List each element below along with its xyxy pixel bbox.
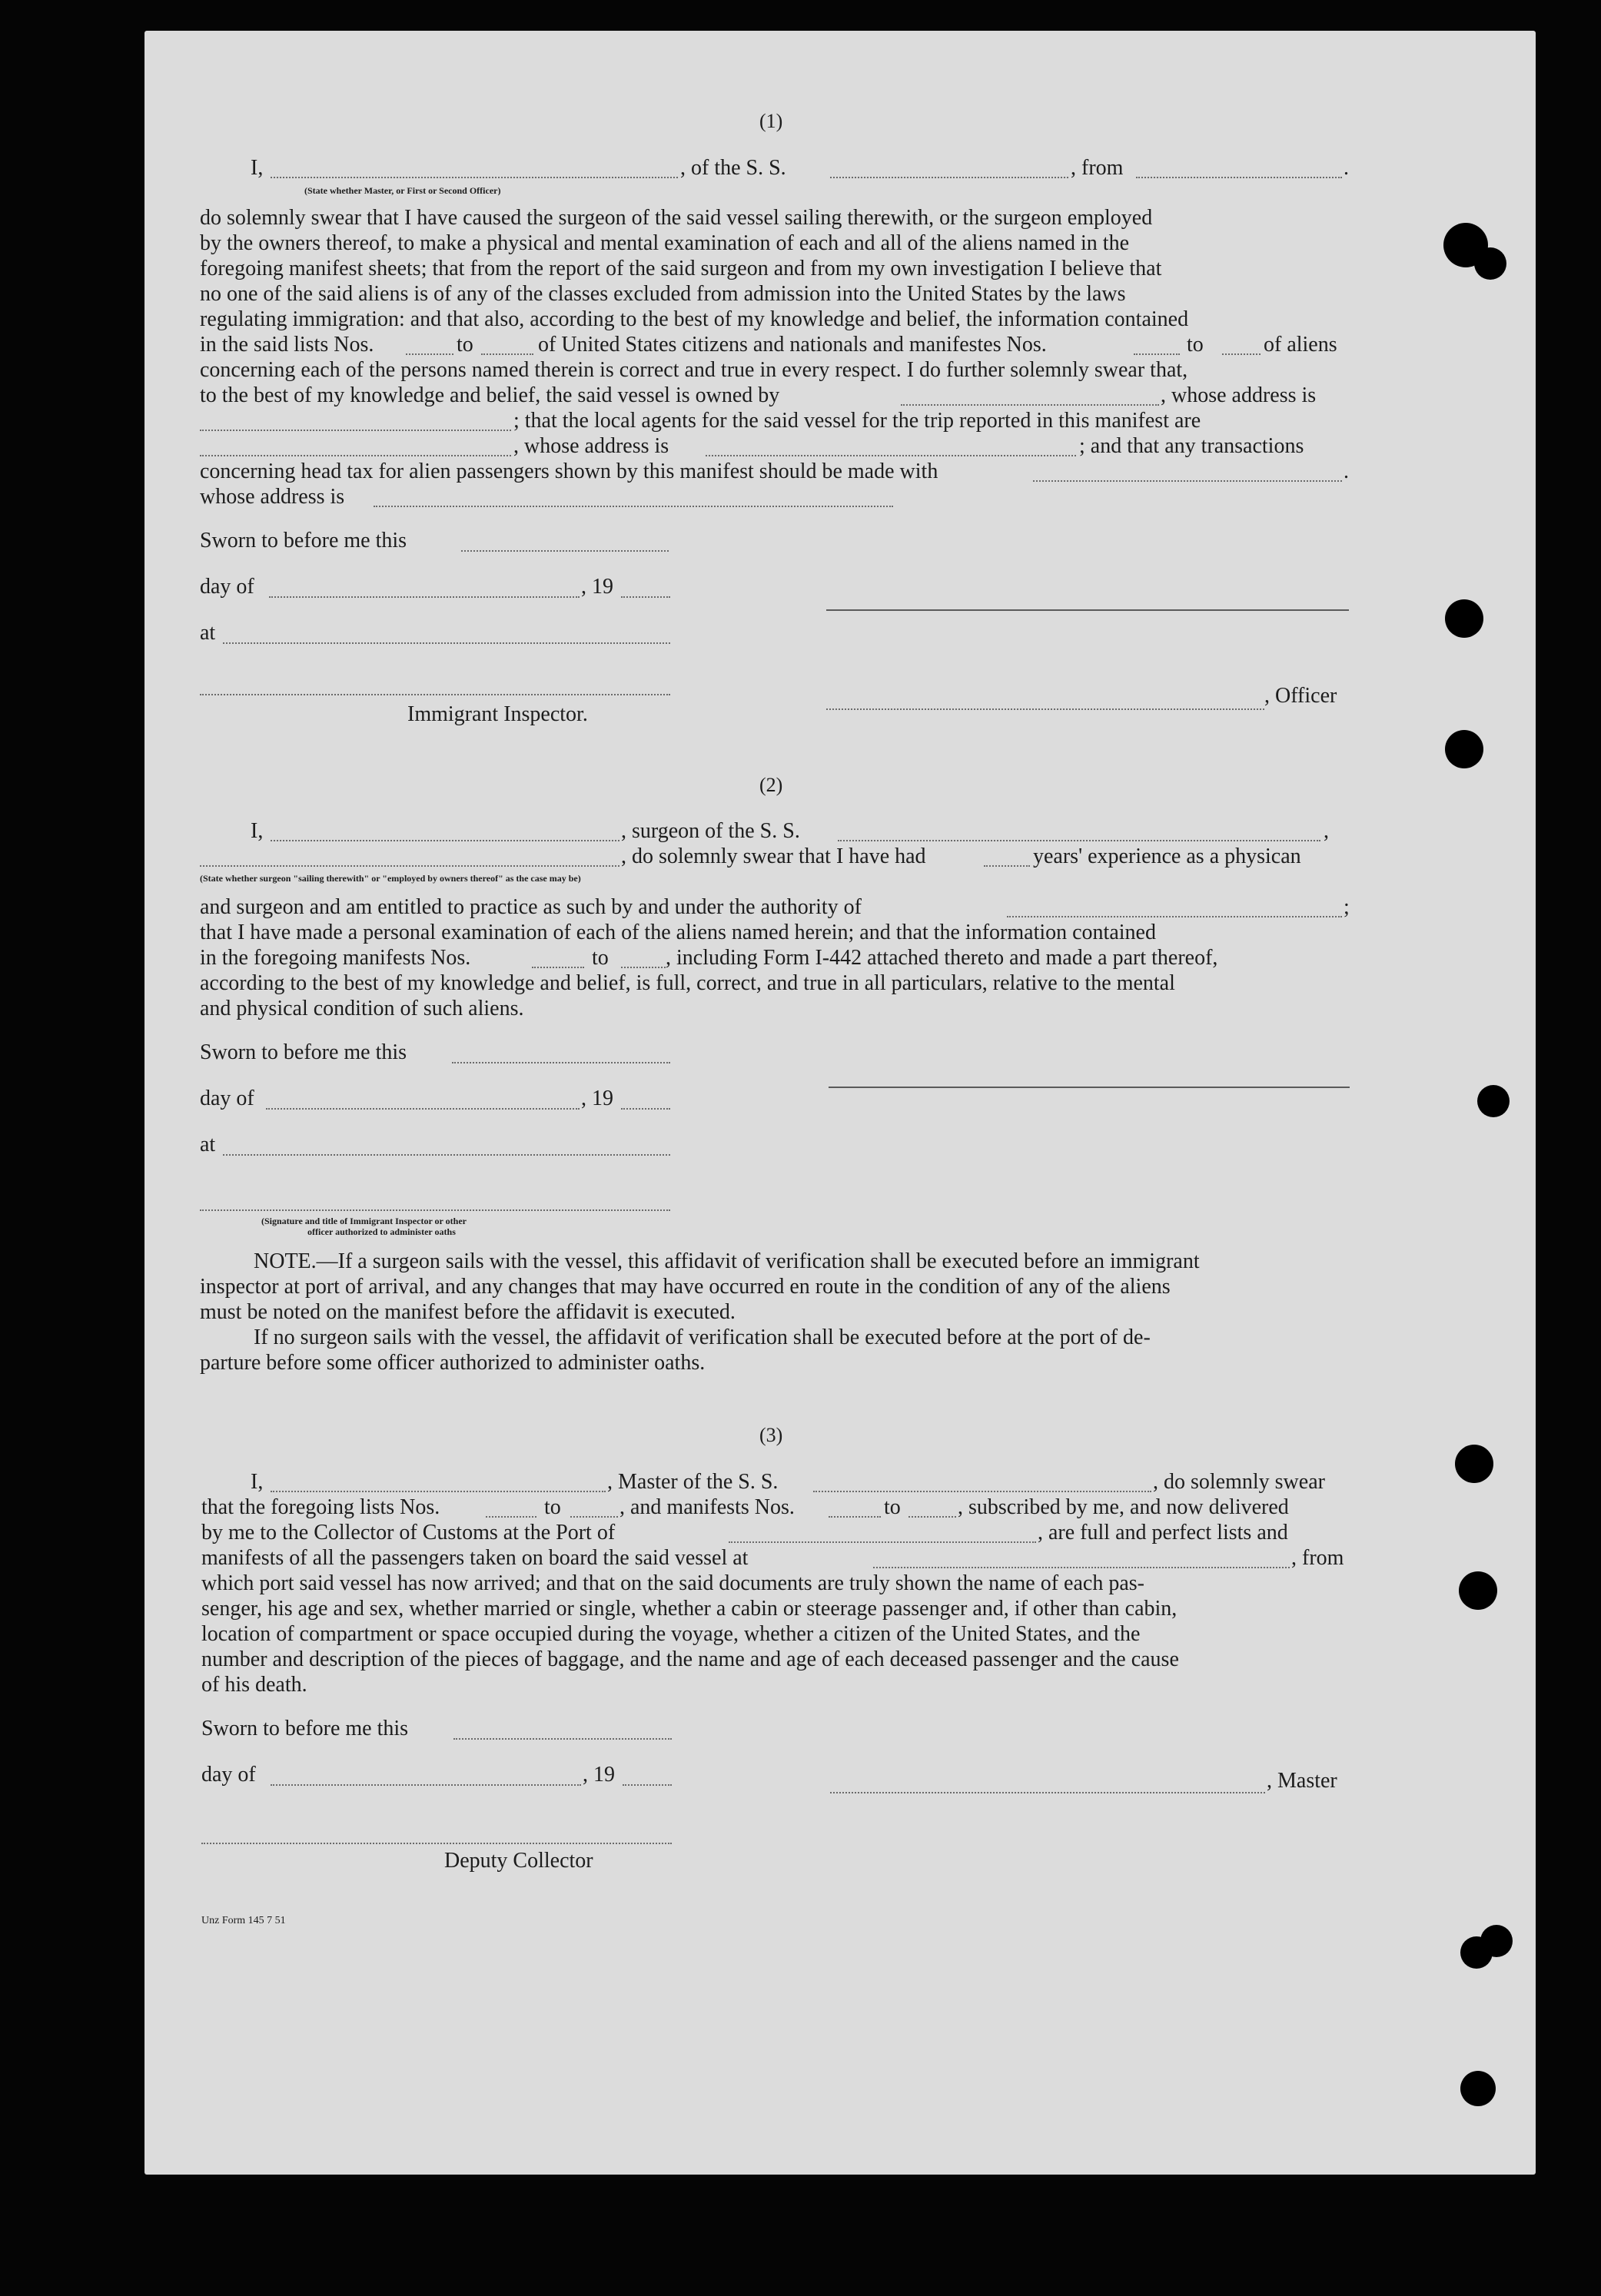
text-label: , are full and perfect lists and <box>1038 1521 1288 1544</box>
text-label: to <box>1187 333 1204 357</box>
blank-field[interactable] <box>269 596 580 598</box>
text-label: at <box>200 621 216 645</box>
note-line: must be noted on the manifest before the affidavit is executed. <box>200 1300 736 1324</box>
blank-field[interactable] <box>374 506 893 507</box>
text-label: ; and that any transactions <box>1079 434 1304 458</box>
text-label: manifests of all the passengers taken on board the said vessel at <box>201 1546 749 1570</box>
signature-line[interactable] <box>826 609 1349 611</box>
body-line: and physical condition of such aliens. <box>200 997 524 1020</box>
blank-field[interactable] <box>452 1062 670 1063</box>
blank-field[interactable] <box>223 1154 670 1156</box>
instruction-note: (State whether Master, or First or Second Officer) <box>304 185 501 196</box>
text-label: Sworn to before me this <box>201 1717 409 1740</box>
blank-field[interactable] <box>1222 353 1261 355</box>
blank-field[interactable] <box>223 642 670 644</box>
text-label: , 19 <box>581 1087 613 1110</box>
text-label: , Master <box>1267 1769 1337 1793</box>
punch-hole <box>1474 247 1506 280</box>
punch-hole <box>1445 730 1483 768</box>
text-label: whose address is <box>200 485 345 509</box>
note-line: If no surgeon sails with the vessel, the affidavit of verification shall be executed before at the port of de- <box>254 1326 1151 1349</box>
blank-field[interactable] <box>266 1108 580 1110</box>
blank-field[interactable] <box>706 455 1076 456</box>
blank-field[interactable] <box>813 1491 1151 1492</box>
text-label: and surgeon and am entitled to practice as such by and under the authority of <box>200 895 862 919</box>
blank-field[interactable] <box>570 1516 618 1518</box>
body-line: foregoing manifest sheets; that from the report of the said surgeon and from my own investigation I believe that <box>200 257 1162 280</box>
text-label: , do solemnly swear <box>1153 1470 1325 1494</box>
signature-line[interactable] <box>826 708 1264 710</box>
blank-field[interactable] <box>873 1567 1290 1568</box>
signature-note: (Signature and title of Immigrant Inspector or other <box>261 1216 467 1226</box>
body-line: according to the best of my knowledge and belief, is full, correct, and true in all particulars, relative to the mental <box>200 971 1175 995</box>
blank-field[interactable] <box>621 596 670 598</box>
signature-line[interactable] <box>201 1843 672 1844</box>
body-line: senger, his age and sex, whether married or single, whether a cabin or steerage passenger and, if other than cabin, <box>201 1597 1177 1621</box>
punch-hole <box>1455 1445 1493 1483</box>
blank-field[interactable] <box>838 840 1320 841</box>
text-label: . <box>1344 460 1349 483</box>
body-line: number and description of the pieces of baggage, and the name and age of each deceased passenger and the cause <box>201 1647 1179 1671</box>
text-label: , whose address is <box>513 434 669 458</box>
note-line: parture before some officer authorized to administer oaths. <box>200 1351 706 1375</box>
punch-hole <box>1480 1925 1513 1957</box>
text-label: , <box>1324 819 1329 843</box>
text-label: I, <box>251 1470 264 1494</box>
section-number: (3) <box>759 1424 783 1446</box>
text-label: day of <box>200 1087 254 1110</box>
text-label: years' experience as a physican <box>1033 844 1301 868</box>
form-number: Unz Form 145 7 51 <box>201 1915 286 1926</box>
signature-line[interactable] <box>830 1792 1265 1793</box>
blank-field[interactable] <box>271 840 619 841</box>
signature-note: officer authorized to administer oaths <box>307 1226 456 1237</box>
text-label: that the foregoing lists Nos. <box>201 1495 440 1519</box>
blank-field[interactable] <box>271 1784 581 1786</box>
text-label: in the foregoing manifests Nos. <box>200 946 471 970</box>
body-line: concerning each of the persons named therein is correct and true in every respect. I do further solemnly swear that, <box>200 358 1188 382</box>
blank-field[interactable] <box>406 353 453 355</box>
body-line: which port said vessel has now arrived; and that on the said documents are truly shown the name of each pas- <box>201 1571 1144 1595</box>
blank-field[interactable] <box>908 1516 956 1518</box>
body-line: regulating immigration: and that also, according to the best of my knowledge and belief, the information contained <box>200 307 1189 331</box>
text-label: to <box>592 946 609 970</box>
text-label: , including Form I-442 attached thereto and made a part thereof, <box>666 946 1218 970</box>
blank-field[interactable] <box>1007 916 1342 917</box>
text-label: , 19 <box>583 1763 615 1787</box>
text-label: , 19 <box>581 575 613 599</box>
body-line: do solemnly swear that I have caused the surgeon of the said vessel sailing therewith, or the surgeon employed <box>200 206 1153 230</box>
text-label: to <box>457 333 473 357</box>
blank-field[interactable] <box>200 430 511 431</box>
punch-hole <box>1477 1085 1510 1117</box>
body-line: location of compartment or space occupied during the voyage, whether a citizen of the United States, and the <box>201 1622 1141 1646</box>
blank-field[interactable] <box>1033 480 1342 482</box>
signature-line[interactable] <box>200 1209 670 1211</box>
blank-field[interactable] <box>1134 353 1180 355</box>
text-label: , Officer <box>1264 684 1337 708</box>
text-label: of aliens <box>1264 333 1337 357</box>
blank-field[interactable] <box>1136 177 1342 178</box>
blank-field[interactable] <box>481 353 533 355</box>
body-line: that I have made a personal examination of each of the aliens named herein; and that the information contained <box>200 921 1156 944</box>
blank-field[interactable] <box>271 1491 606 1492</box>
blank-field[interactable] <box>532 967 584 968</box>
text-label: , whose address is <box>1161 383 1317 407</box>
body-line: by the owners thereof, to make a physical and mental examination of each and all of the aliens named in the <box>200 231 1130 255</box>
text-label: to <box>544 1495 561 1519</box>
blank-field[interactable] <box>623 1784 672 1786</box>
text-label: , surgeon of the S. S. <box>621 819 800 843</box>
text-label: I, <box>251 156 264 180</box>
text-label: , do solemnly swear that I have had <box>621 844 926 868</box>
blank-field[interactable] <box>453 1738 672 1740</box>
text-label: I, <box>251 819 264 843</box>
text-label: of United States citizens and nationals and manifestes Nos. <box>538 333 1047 357</box>
blank-field[interactable] <box>621 967 666 968</box>
instruction-note: (State whether surgeon "sailing therewith" or "employed by owners thereof" as the case may be) <box>200 873 581 884</box>
blank-field[interactable] <box>486 1516 536 1518</box>
punch-hole <box>1445 599 1483 638</box>
blank-field[interactable] <box>984 865 1030 867</box>
text-label: ; that the local agents for the said vessel for the trip reported in this manifest are <box>513 409 1201 433</box>
text-label: day of <box>201 1763 256 1787</box>
note-line: NOTE.—If a surgeon sails with the vessel, this affidavit of verification shall be executed before an immigrant <box>254 1249 1200 1273</box>
blank-field[interactable] <box>901 404 1159 406</box>
body-line: of his death. <box>201 1673 307 1697</box>
text-label: by me to the Collector of Customs at the Port of <box>201 1521 616 1544</box>
blank-field[interactable] <box>729 1541 1036 1543</box>
text-label: Sworn to before me this <box>200 1040 407 1064</box>
punch-hole <box>1460 2071 1496 2106</box>
text-label: Sworn to before me this <box>200 529 407 552</box>
text-label: , from <box>1291 1546 1344 1570</box>
blank-field[interactable] <box>830 177 1068 178</box>
text-label: ; <box>1344 895 1350 919</box>
blank-field[interactable] <box>829 1516 881 1518</box>
text-label: at <box>200 1133 216 1156</box>
text-label: concerning head tax for alien passengers shown by this manifest should be made with <box>200 460 938 483</box>
text-label: Deputy Collector <box>444 1849 593 1873</box>
blank-field[interactable] <box>271 177 678 178</box>
signature-line[interactable] <box>200 694 670 695</box>
text-label: to <box>884 1495 901 1519</box>
signature-line[interactable] <box>829 1087 1350 1088</box>
text-label: Immigrant Inspector. <box>407 702 588 726</box>
blank-field[interactable] <box>461 550 669 552</box>
section-number: (2) <box>759 774 783 796</box>
text-label: in the said lists Nos. <box>200 333 374 357</box>
blank-field[interactable] <box>200 865 619 867</box>
text-label: , from <box>1071 156 1124 180</box>
text-label: to the best of my knowledge and belief, the said vessel is owned by <box>200 383 780 407</box>
text-label: day of <box>200 575 254 599</box>
text-label: , of the S. S. <box>680 156 786 180</box>
note-line: inspector at port of arrival, and any changes that may have occurred en route in the condition of any of the aliens <box>200 1275 1171 1299</box>
text-label: . <box>1344 156 1349 180</box>
text-label: , and manifests Nos. <box>619 1495 795 1519</box>
blank-field[interactable] <box>621 1108 670 1110</box>
blank-field[interactable] <box>200 455 511 456</box>
text-label: , subscribed by me, and now delivered <box>958 1495 1289 1519</box>
section-number: (1) <box>759 110 783 132</box>
body-line: no one of the said aliens is of any of the classes excluded from admission into the United States by the laws <box>200 282 1126 306</box>
text-label: , Master of the S. S. <box>607 1470 779 1494</box>
punch-hole <box>1459 1571 1497 1610</box>
